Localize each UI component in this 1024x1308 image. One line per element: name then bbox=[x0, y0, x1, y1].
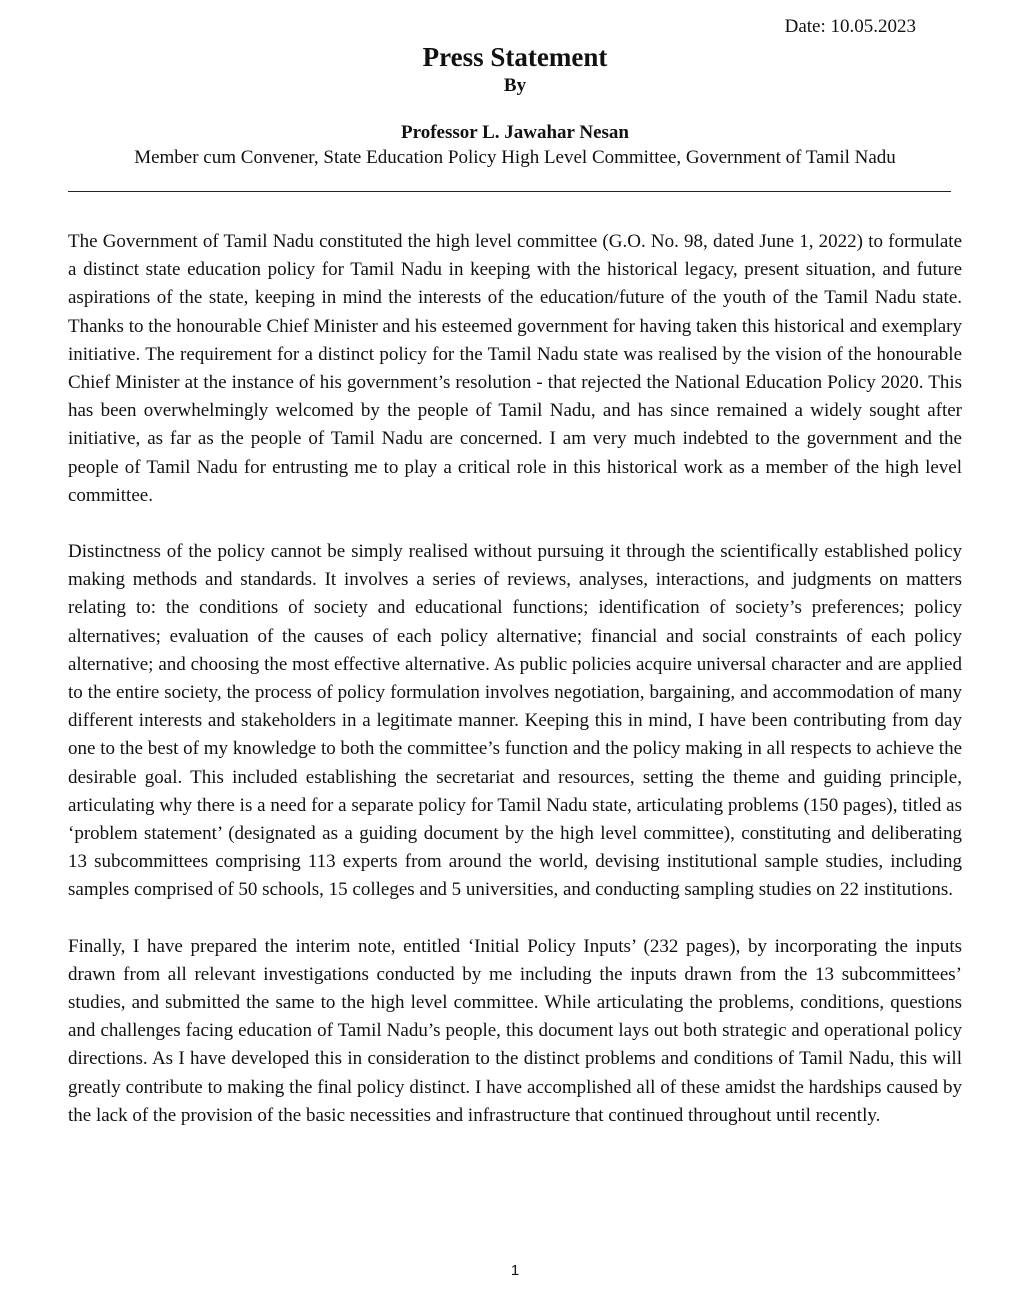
author-role: Member cum Convener, State Education Policy High Level Committee, Government of Tamil Nadu bbox=[134, 147, 896, 168]
statement-date: Date: 10.05.2023 bbox=[784, 16, 916, 37]
paragraph-1: The Government of Tamil Nadu constituted the high level committee (G.O. No. 98, dated June 1, 2022) to formulate a distinct state education policy for Tamil Nadu in keeping with the historical legacy, present situation, and future aspirations of the state, keeping in mind the interests of the education/future of the youth of the Tamil Nadu state. Thanks to the honourable Chief Minister and his esteemed government for having taken this historical and exemplary initiative. The requirement for a distinct policy for the Tamil Nadu state was realised by the vision of the honourable Chief Minister at the instance of his government’s resolution - that rejected the National Education Policy 2020. This has been overwhelmingly welcomed by the people of Tamil Nadu, and has since remained a widely sought after initiative, as far as the people of Tamil Nadu are concerned. I am very much indebted to the government and the people of Tamil Nadu for entrusting me to play a critical role in this historical work as a member of the high level committee. bbox=[68, 231, 962, 506]
paragraph-2: Distinctness of the policy cannot be simply realised without pursuing it through the scientifically established policy making methods and standards. It involves a series of reviews, analyses, interactions, and judgments on matters relating to: the conditions of society and educational functions; identification of society’s preferences; policy alternatives; evaluation of the causes of each policy alternative; financial and social constraints of each policy alternative; and choosing the most effective alternative. As public policies acquire universal character and are applied to the entire society, the process of policy formulation involves negotiation, bargaining, and accommodation of many different interests and stakeholders in a legitimate manner. Keeping this in mind, I have been contributing from day one to the best of my knowledge to both the committee’s function and the policy making in all respects to achieve the desirable goal. This included establishing the secretariat and resources, setting the theme and guiding principle, articulating why there is a need for a separate policy for Tamil Nadu state, articulating problems (150 pages), titled as ‘problem statement’ (designated as a guiding document by the high level committee), constituting and deliberating 13 subcommittees comprising 113 experts from around the world, devising institutional sample studies, including samples comprised of 50 schools, 15 colleges and 5 universities, and conducting sampling studies on 22 institutions. bbox=[68, 541, 962, 901]
author-name: Professor L. Jawahar Nesan bbox=[401, 122, 629, 143]
header-divider bbox=[68, 191, 951, 192]
paragraph-3: Finally, I have prepared the interim note, entitled ‘Initial Policy Inputs’ (232 pages), by incorporating the inputs drawn from all relevant investigations conducted by me including the inputs drawn from the 13 subcommittees’ studies, and submitted the same to the high level committee. While articulating the problems, conditions, questions and challenges facing education of Tamil Nadu’s people, this document lays out both strategic and operational policy directions. As I have developed this in consideration to the distinct problems and conditions of Tamil Nadu, this will greatly contribute to making the final policy distinct. I have accomplished all of these amidst the hardships caused by the lack of the provision of the basic necessities and infrastructure that continued throughout until recently. bbox=[68, 935, 962, 1126]
page-number: 1 bbox=[510, 1262, 520, 1279]
statement-body bbox=[68, 228, 962, 1158]
by-line: By bbox=[503, 75, 527, 96]
page-title: Press Statement bbox=[422, 42, 608, 72]
